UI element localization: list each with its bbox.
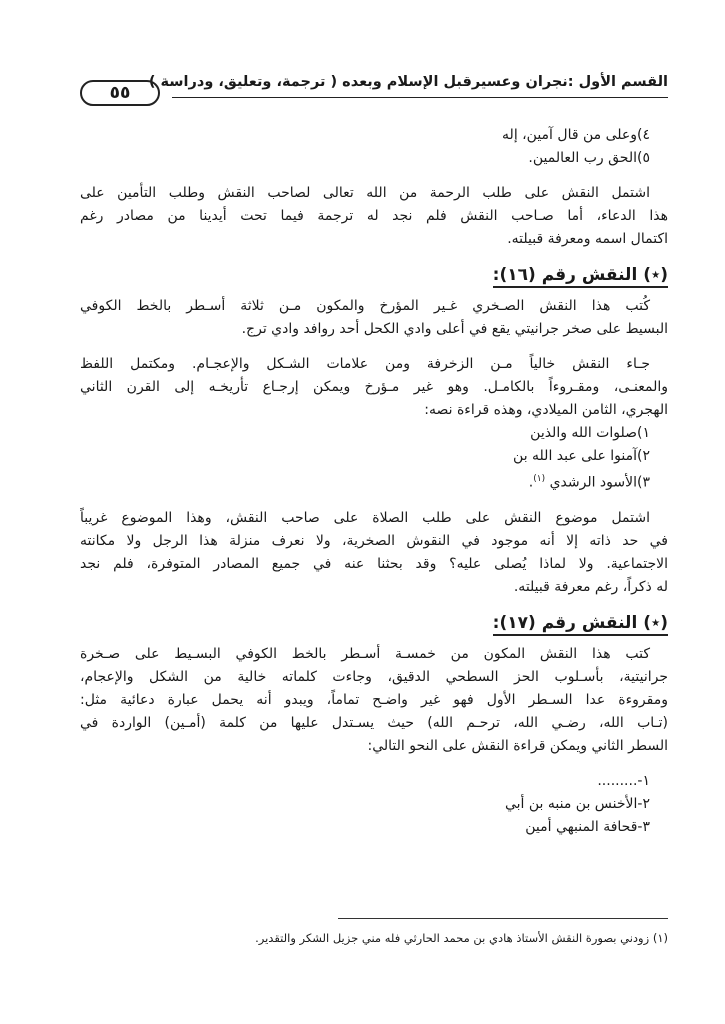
footnote-reference[interactable]: (١) bbox=[533, 474, 546, 484]
paragraph-line: كُتب هذا النقش الصـخري غـير المؤرخ والمكون مـن ثلاثة أسـطر بالخط الكوفي bbox=[80, 298, 650, 314]
footnote: (١) زودني بصورة النقش الأستاذ هادي بن محمد الحارثي فله مني جزيل الشكر والتقدير. bbox=[255, 931, 668, 945]
list-item: ٣-قحافة المنبهي أمين bbox=[525, 818, 650, 835]
paragraph-line: جـاء النقش خالياً مـن الزخرفة ومن علامات الشـكل والإعجـام. ومكتمل اللفظ bbox=[80, 356, 650, 372]
section-heading-text: (٭) النقش رقم (١٧): bbox=[493, 613, 668, 636]
paragraph-line: اشتمل النقش على طلب الرحمة من الله تعالى لصاحب النقش وطلب التأمين على bbox=[80, 185, 650, 201]
paragraph-line: الهجري، الثامن الميلادي، وهذه قراءة نصه: bbox=[424, 402, 668, 418]
page-body bbox=[80, 124, 668, 839]
paragraph-line: كتب هذا النقش المكون من خمسـة أسـطر بالخط الكوفي البسـيط على صـخرة bbox=[80, 645, 650, 662]
page-header bbox=[80, 72, 668, 108]
section-heading-16 bbox=[80, 265, 668, 295]
header-title: القسم الأول :نجران وعسيرقبل الإسلام وبعده ( ترجمة، وتعليق، ودراسة ) bbox=[148, 74, 668, 90]
list-item: ٤)وعلى من قال آمين، إله bbox=[502, 127, 650, 143]
paragraph-line: هذا الدعاء، أما صـاحب النقش فلم نجد له ترجمة فيما تحت أيدينا من مصادر رغم bbox=[80, 208, 668, 224]
section-heading-text: (٭) النقش رقم (١٦): bbox=[493, 265, 668, 288]
paragraph-line: اكتمال اسمه ومعرفة قبيلته. bbox=[507, 231, 668, 247]
section-heading-17 bbox=[80, 613, 668, 643]
list-item: ٢)آمنوا على عبد الله بن bbox=[513, 448, 650, 464]
list-item-text: ٣)الأسود الرشدي bbox=[549, 474, 650, 491]
paragraph-line: جرانيتية، بأسـلوب الحز السطحي الدقيق، وجاءت كلماته خالية من الشكل والإعجام، bbox=[80, 668, 668, 685]
paragraph-line: له ذكراً، رغم معرفة قبيلته. bbox=[513, 578, 668, 595]
page-number: ٥٥ bbox=[80, 80, 160, 106]
paragraph-line: السطر الثاني ويمكن قراءة النقش على النحو التالي: bbox=[367, 737, 668, 754]
paragraph-line: والمعنـى، ومقـروءاً بالكامـل. وهو غير مـؤرخ ويمكن إرجـاع تأريخـه إلى القرن الثاني bbox=[80, 379, 668, 395]
paragraph-line: البسيط على صخر جرانيتي يقع في أعلى وادي الكحل أحد روافد وادي ترج. bbox=[241, 321, 668, 337]
list-item: ١-......... bbox=[597, 772, 650, 789]
header-rule bbox=[172, 97, 668, 98]
list-item: ١)صلوات الله والذين bbox=[530, 425, 650, 441]
paragraph-line: اشتمل موضوع النقش على طلب الصلاة على صاحب النقش، وهذا الموضوع غريباً bbox=[80, 509, 650, 526]
paragraph-line: الاجتماعية. ولا لماذا يُصلى عليه؟ وقد بحثنا عنه في جميع المصادر المتوفرة، فلم نجد bbox=[80, 555, 668, 572]
paragraph-line: (تـاب الله، رضـي الله، ترحـم الله) حيث يسـتدل عليها من كلمة (أمـين) الواردة في bbox=[80, 714, 668, 731]
paragraph-line: ومقروءة عدا السـطر الأول فهو غير واضـح تماماً، ويبدو أنه يحمل عبارة دعائية مثل: bbox=[80, 691, 668, 708]
list-item: ٢-الأخنس بن منبه بن أبي bbox=[504, 795, 650, 812]
list-item: ٥)الحق رب العالمين. bbox=[528, 150, 650, 166]
footnote-divider bbox=[338, 918, 668, 919]
paragraph-line: في حد ذاته إلا أنه موجود في النقوش الصخرية، ولا نعرف منزلة هذا الرجل ولا مكانته bbox=[80, 532, 668, 549]
list-item: ٣)الأسود الرشدي $^{(١)}$. bbox=[528, 474, 650, 491]
